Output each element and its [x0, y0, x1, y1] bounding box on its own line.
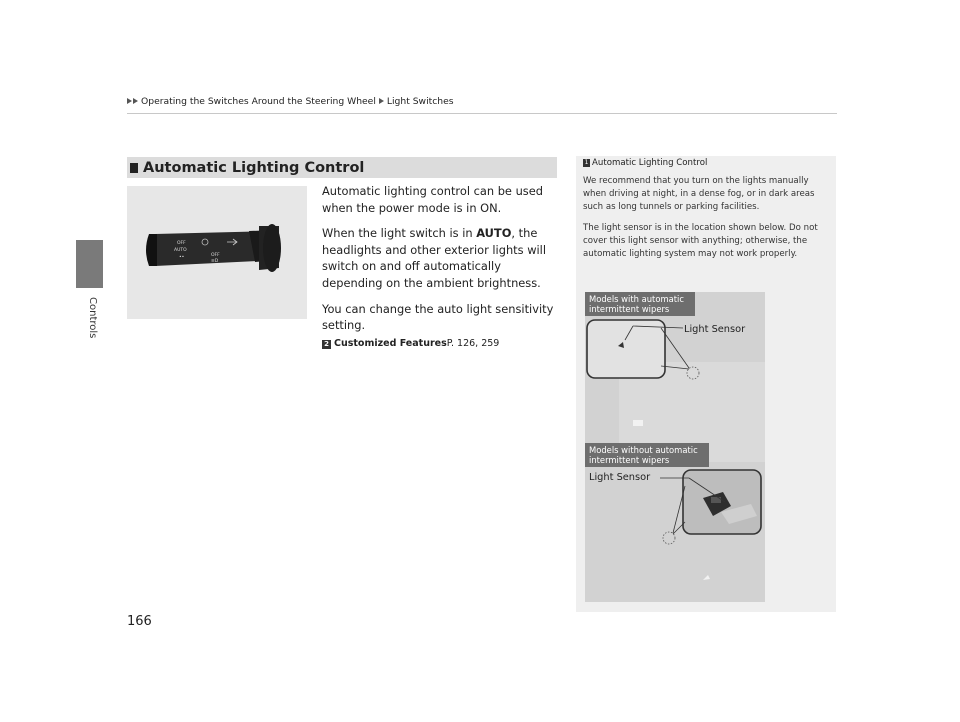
reference-icon: 2 [322, 340, 331, 349]
breadcrumb-item: Operating the Switches Around the Steering Wheel [141, 95, 376, 107]
chapter-tab [76, 240, 103, 288]
stalk-label-off: OFF [177, 241, 186, 246]
reference-title: Customized Features [334, 337, 447, 349]
paragraph [322, 225, 558, 291]
section-title: Automatic Lighting Control [143, 159, 365, 176]
light-switch-photo [127, 186, 307, 319]
paragraph: You can change the auto light sensitivity setting. [322, 301, 554, 333]
note-body [583, 175, 831, 269]
heading-square-icon [130, 163, 138, 173]
light-sensor-callout: Light Sensor [589, 472, 651, 483]
auto-mode-label: AUTO [476, 226, 512, 241]
section-heading [127, 157, 557, 178]
chapter-label: Controls [87, 297, 98, 339]
breadcrumb-item: Light Switches [386, 95, 454, 107]
note-title: Automatic Lighting Control [592, 158, 708, 168]
stalk-label-fog: ≡D [211, 259, 219, 264]
note-heading [583, 158, 707, 168]
paragraph-text: , the headlights and other exterior lights will switch on and off automatically depending on the ambient brightness. [322, 226, 547, 290]
breadcrumb [127, 94, 454, 108]
section-body [322, 183, 558, 352]
light-sensor-location-illustration [585, 292, 765, 602]
light-switch-stalk-illustration [127, 186, 307, 319]
note-icon: 1 [584, 159, 589, 166]
stalk-label-auto: AUTO [174, 248, 187, 253]
stalk-label-small: •• [179, 255, 185, 260]
page-number: 166 [127, 614, 152, 629]
stalk-label-off2: OFF [211, 253, 220, 258]
paragraph: Automatic lighting control can be used when the power mode is in ON. [322, 184, 543, 215]
model-tag-without-auto-wipers: Models without automatic intermittent wipers [585, 443, 709, 467]
model-tag-with-auto-wipers: Models with automatic intermittent wipers [585, 292, 695, 316]
arrow-right-icon [379, 98, 384, 104]
header-divider [127, 113, 837, 114]
light-sensor-callout: Light Sensor [684, 324, 746, 335]
arrow-right-icon [127, 98, 132, 104]
paragraph-text: When the light switch is in [322, 226, 477, 241]
reference-pages: P. 126, 259 [446, 337, 500, 349]
note-paragraph: The light sensor is in the location shown below. Do not cover this light sensor with anything; otherwise, the automatic lighting system may not work properly. [583, 223, 818, 259]
arrow-right-icon [133, 98, 138, 104]
note-paragraph: We recommend that you turn on the lights manually when driving at night, in a dense fog, or in dark areas such as long tunnels or parking facilities. [583, 176, 815, 212]
cross-reference-link[interactable] [322, 336, 558, 353]
